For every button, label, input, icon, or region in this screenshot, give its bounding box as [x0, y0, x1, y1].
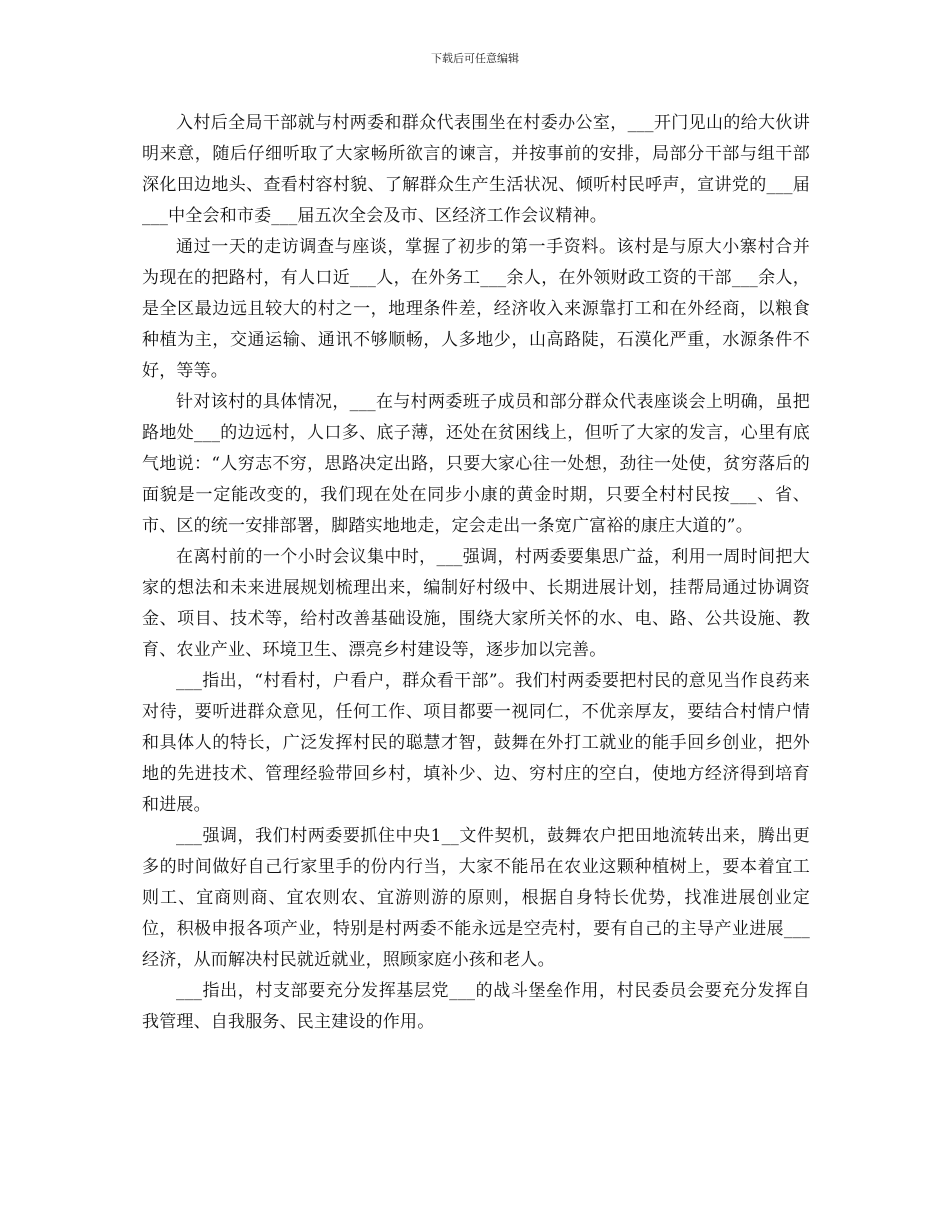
page-header: 下载后可任意编辑 [431, 52, 519, 65]
paragraph-1: 入村后全局干部就与村两委和群众代表围坐在村委办公室，___开门见山的给大伙讲明来意，随后仔细听取了大家畅所欲言的谏言，并按事前的安排，局部分干部与组干部深化田边地头、查看村容村貌、了解群众生产生活状况、倾听村民呼声，宣讲党的___届___中全会和市委___届五次全会及市、区经济工作会议精神。 [142, 113, 810, 226]
document-body [142, 108, 810, 1038]
paragraph-2: 通过一天的走访调查与座谈，掌握了初步的第一手资料。该村是与原大小寨村合并为现在的把路村，有人口近___人，在外务工___余人，在外领财政工资的干部___余人，是全区最边远且较大的村之一，地理条件差，经济收入来源靠打工和在外经商，以粮食种植为主，交通运输、通讯不够顺畅，人多地少，山高路陡，石漠化严重，水源条件不好，等等。 [142, 237, 810, 381]
paragraph-4: 在离村前的一个小时会议集中时，___强调，村两委要集思广益，利用一周时间把大家的想法和未来进展规划梳理出来，编制好村级中、长期进展计划，挂帮局通过协调资金、项目、技术等，给村改善基础设施，围绕大家所关怀的水、电、路、公共设施、教育、农业产业、环境卫生、漂亮乡村建设等，逐步加以完善。 [142, 547, 810, 660]
paragraph-5: ___指出，“村看村，户看户，群众看干部”。我们村两委要把村民的意见当作良药来对待，要听进群众意见，任何工作、项目都要一视同仁，不优亲厚友，要结合村情户情和具体人的特长，广泛发挥村民的聪慧才智，鼓舞在外打工就业的能手回乡创业，把外地的先进技术、管理经验带回乡村，填补少、边、穷村庄的空白，使地方经济得到培育和进展。 [142, 671, 810, 815]
paragraph-7: ___指出，村支部要充分发挥基层党___的战斗堡垒作用，村民委员会要充分发挥自我管理、自我服务、民主建设的作用。 [142, 981, 810, 1032]
paragraph-3: 针对该村的具体情况，___在与村两委班子成员和部分群众代表座谈会上明确，虽把路地处___的边远村，人口多、底子薄，还处在贫困线上，但听了大家的发言，心里有底气地说：“人穷志不穷，思路决定出路，只要大家心往一处想，劲往一处使，贫穷落后的面貌是一定能改变的，我们现在处在同步小康的黄金时期，只要全村村民按___、省、市、区的统一安排部署，脚踏实地地走，定会走出一条宽广富裕的康庄大道的”。 [142, 392, 810, 536]
paragraph-6: ___强调，我们村两委要抓住中央1__文件契机，鼓舞农户把田地流转出来，腾出更多的时间做好自己行家里手的份内行当，大家不能吊在农业这颗种植树上，要本着宜工则工、宜商则商、宜农则农、宜游则游的原则，根据自身特长优势，找准进展创业定位，积极申报各项产业，特别是村两委不能永远是空壳村，要有自己的主导产业进展___经济，从而解决村民就近就业，照顾家庭小孩和老人。 [142, 826, 810, 970]
